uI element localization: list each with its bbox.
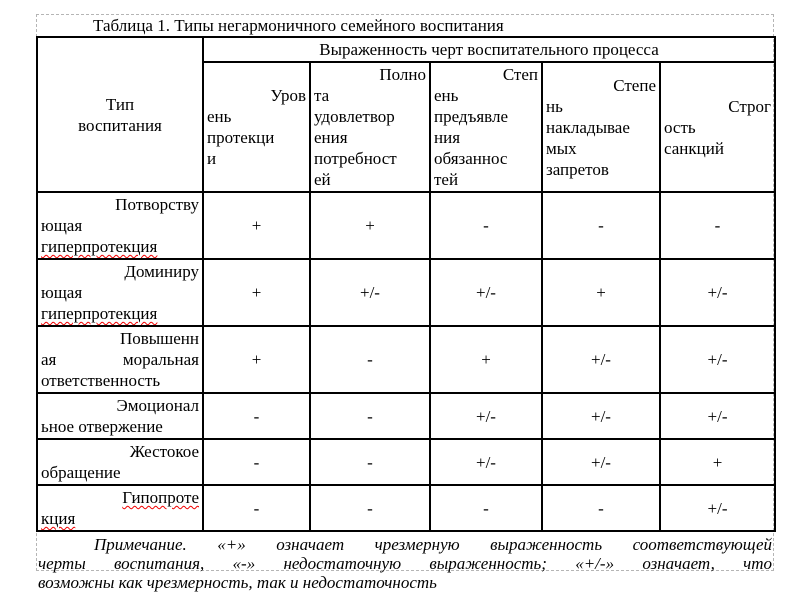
value-cell: +/- bbox=[660, 259, 775, 326]
text-line: Степ bbox=[502, 65, 538, 84]
value-cell: +/- bbox=[660, 485, 775, 531]
text-line: ответственность bbox=[41, 371, 161, 390]
column-header-cell-protection-level bbox=[203, 62, 310, 192]
text-line: ющая bbox=[41, 283, 83, 302]
text-line: воспитания bbox=[78, 115, 162, 135]
value-cell: +/- bbox=[430, 439, 542, 485]
table-note bbox=[37, 532, 773, 592]
value-cell: - bbox=[203, 485, 310, 531]
value-cell: +/- bbox=[430, 393, 542, 439]
text-line: гиперпротекция bbox=[41, 237, 158, 256]
text-line: предъявле bbox=[434, 107, 509, 126]
text-line: ющая bbox=[41, 216, 83, 235]
value-cell: - bbox=[542, 485, 660, 531]
value-cell: - bbox=[203, 393, 310, 439]
text-line: ость bbox=[664, 117, 696, 137]
table-row bbox=[37, 326, 775, 393]
text-line: кция bbox=[41, 509, 76, 528]
value-cell: +/- bbox=[542, 439, 660, 485]
text-line: ень bbox=[207, 107, 232, 126]
table-row bbox=[37, 259, 775, 326]
value-cell: +/- bbox=[310, 259, 430, 326]
value-cell: +/- bbox=[660, 393, 775, 439]
value-cell: +/- bbox=[660, 326, 775, 393]
upbringing-types-table bbox=[36, 36, 776, 532]
row-label-cell bbox=[37, 393, 203, 439]
text-line: и bbox=[207, 149, 217, 168]
column-header-cell-prohibitions-degree bbox=[542, 62, 660, 192]
text-line: Примечание. «+» означает чрезмерную выраженность соответствующей bbox=[94, 535, 772, 554]
text-line: Эмоционал bbox=[116, 396, 199, 415]
text-line: Повышенн bbox=[119, 329, 199, 348]
row-label-cell bbox=[37, 439, 203, 485]
value-cell: + bbox=[660, 439, 775, 485]
row-label-cell bbox=[37, 326, 203, 393]
text-line: та bbox=[314, 86, 330, 105]
text-line: Уров bbox=[270, 86, 306, 105]
text-line: ния bbox=[434, 128, 461, 147]
text-line: нь bbox=[546, 96, 563, 116]
table-row bbox=[37, 439, 775, 485]
text-line: возможны как чрезмерность, так и недостаточность bbox=[38, 573, 437, 592]
value-cell: - bbox=[203, 439, 310, 485]
row-label-cell bbox=[37, 259, 203, 326]
value-cell: - bbox=[430, 192, 542, 259]
value-cell: + bbox=[430, 326, 542, 393]
value-cell: + bbox=[203, 259, 310, 326]
value-cell: +/- bbox=[542, 393, 660, 439]
text-line: Тип bbox=[105, 94, 135, 114]
text-line: Гипопроте bbox=[122, 488, 199, 507]
text-line: ая моральная bbox=[41, 350, 199, 369]
value-cell: - bbox=[310, 485, 430, 531]
table-caption: Таблица 1. Типы негармоничного семейного воспитания bbox=[93, 16, 504, 35]
text-line: ения bbox=[314, 128, 348, 147]
value-cell: - bbox=[660, 192, 775, 259]
text-line: Степе bbox=[613, 75, 656, 95]
value-cell: - bbox=[542, 192, 660, 259]
text-line: ьное отвержение bbox=[41, 417, 163, 436]
text-line: потребност bbox=[314, 149, 397, 168]
value-cell: + bbox=[542, 259, 660, 326]
row-label-cell bbox=[37, 192, 203, 259]
row-label-cell bbox=[37, 485, 203, 531]
document-page bbox=[36, 14, 774, 592]
text-line: ень bbox=[434, 86, 459, 105]
value-cell: - bbox=[310, 439, 430, 485]
text-line: Потворству bbox=[115, 195, 199, 214]
text-line: ей bbox=[314, 170, 331, 189]
column-header-cell-needs-satisfaction bbox=[310, 62, 430, 192]
table-row bbox=[37, 393, 775, 439]
column-header-cell-duties-degree bbox=[430, 62, 542, 192]
value-cell: +/- bbox=[430, 259, 542, 326]
value-cell: + bbox=[310, 192, 430, 259]
text-line: обязаннос bbox=[434, 149, 508, 168]
text-line: запретов bbox=[546, 159, 609, 179]
table-row bbox=[37, 192, 775, 259]
text-line: протекци bbox=[207, 128, 275, 147]
value-cell: - bbox=[310, 393, 430, 439]
text-line: санкций bbox=[664, 138, 724, 158]
text-line: удовлетвор bbox=[314, 107, 395, 126]
table-head bbox=[37, 37, 775, 192]
table-body bbox=[37, 192, 775, 531]
table-row bbox=[37, 485, 775, 531]
text-line: черты воспитания, «-» недостаточную выраженность; «+/-» означает, что bbox=[38, 554, 772, 573]
value-cell: - bbox=[310, 326, 430, 393]
value-cell: + bbox=[203, 326, 310, 393]
text-line: Строг bbox=[728, 96, 772, 116]
column-header-cell-sanctions-severity bbox=[660, 62, 775, 192]
text-line: гиперпротекция bbox=[41, 304, 158, 323]
text-line: Полно bbox=[379, 65, 426, 84]
text-line: мых bbox=[546, 138, 577, 158]
value-cell: +/- bbox=[542, 326, 660, 393]
text-line: тей bbox=[434, 170, 459, 189]
value-cell: + bbox=[203, 192, 310, 259]
group-header-cell: Выраженность черт воспитательного процесса bbox=[203, 37, 775, 62]
value-cell: - bbox=[430, 485, 542, 531]
text-line: накладывае bbox=[546, 117, 630, 137]
corner-header-cell bbox=[37, 37, 203, 192]
text-line: Жестокое bbox=[129, 442, 199, 461]
text-line: Доминиру bbox=[124, 262, 199, 281]
text-line: обращение bbox=[41, 463, 121, 482]
group-header-row bbox=[37, 37, 775, 62]
